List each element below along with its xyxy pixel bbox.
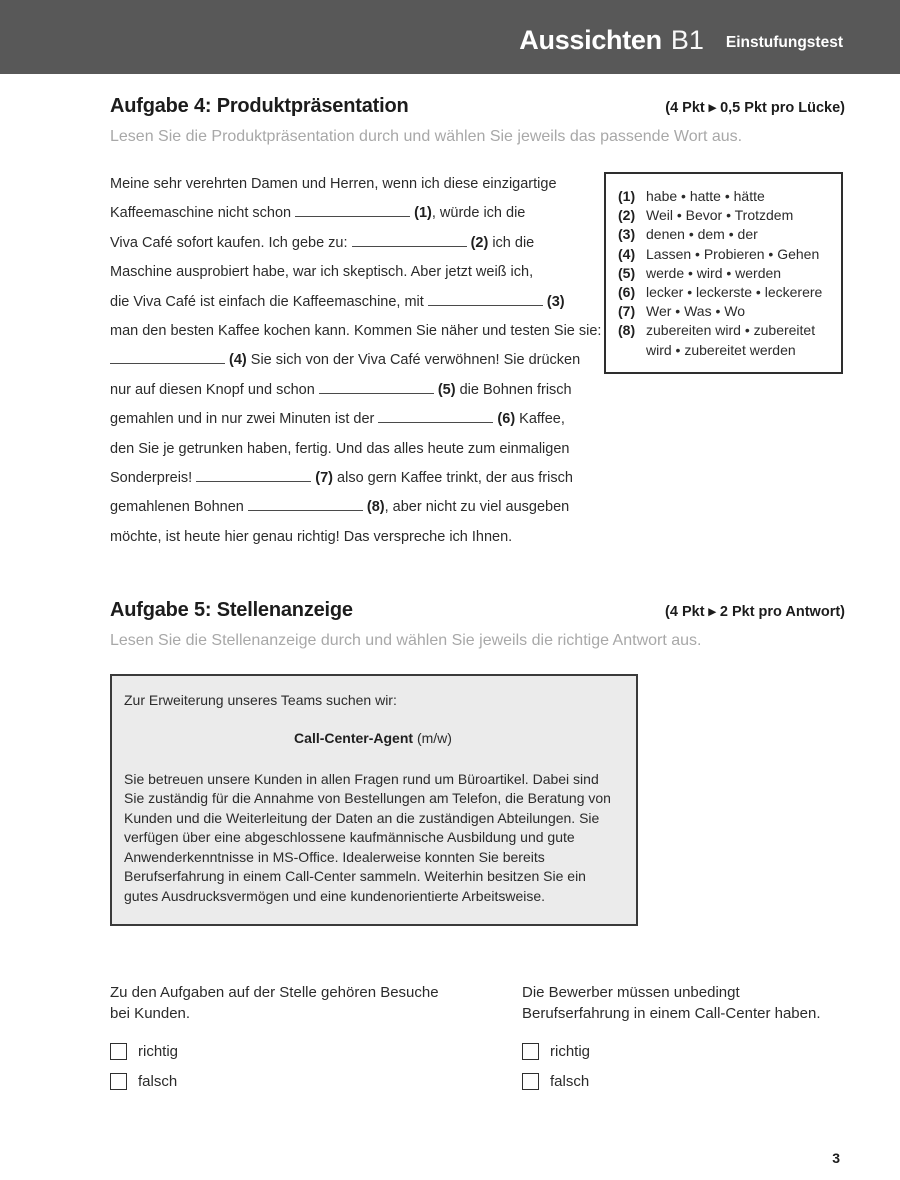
- passage-line: Viva Café sofort kaufen. Ich gebe zu: (2) ich die: [110, 234, 535, 251]
- fill-in-blank[interactable]: [378, 411, 493, 423]
- option-words: Lassen • Probieren • Gehen: [646, 245, 820, 262]
- option-number: (7): [618, 303, 636, 320]
- fill-in-blank[interactable]: [110, 352, 225, 364]
- option-words: lecker • leckerste • leckerere: [646, 284, 823, 301]
- question-statement: Die Bewerber müssen unbedingt Berufserfahrung in einem Call-Center haben.: [522, 983, 821, 1022]
- passage-line: gemahlenen Bohnen (8), aber nicht zu viel ausgeben: [110, 499, 570, 516]
- option-number: (5): [618, 264, 636, 281]
- job-title-suffix: (m/w): [413, 730, 452, 747]
- option-number: (8): [618, 322, 636, 339]
- answer-checkbox[interactable]: [522, 1073, 539, 1090]
- job-ad-title: [124, 730, 622, 746]
- answer-option-row: [522, 1043, 845, 1060]
- gap-number: (4): [225, 352, 247, 369]
- job-ad-body: Sie betreuen unsere Kunden in allen Fragen rund um Büroartikel. Dabei sind Sie zuständig für die Annahme von Bestellungen am Telefon, die Beratung von Kunden und die Weiterleitung der Daten an die zuständigen Abteilungen. Sie verfügen über eine abgeschlossene kaufmännische Ausbildung und gute Anwenderkenntnisse in MS-Office. Idealerweise konnten Sie bereits Berufserfahrung in einem Call-Center sammeln. Weiterhin besitzen Sie ein gutes Ausdrucksvermögen und eine kundenorientierte Arbeitsweise.: [124, 771, 611, 904]
- word-options-box: [604, 172, 843, 374]
- option-words: werde • wird • werden: [646, 264, 782, 281]
- gap-text-passage: [110, 170, 610, 552]
- option-number: (3): [618, 226, 636, 243]
- option-row: [618, 187, 830, 206]
- gap-number: (5): [433, 381, 456, 398]
- passage-line: gemahlen und in nur zwei Minuten ist der (6) Kaffee,: [110, 411, 565, 428]
- page-header: [0, 0, 900, 74]
- option-row: [618, 245, 830, 264]
- passage-line: die Viva Café ist einfach die Kaffeemaschine, mit (3): [110, 293, 565, 310]
- question: [110, 982, 522, 1090]
- gap-number: (7): [311, 469, 333, 486]
- job-ad-box: [110, 674, 638, 926]
- job-title-text: Call-Center-Agent: [294, 730, 414, 747]
- answer-option-row: [110, 1073, 522, 1090]
- passage-line: man den besten Kaffee kochen kann. Kommen Sie näher und testen Sie sie:: [110, 322, 602, 339]
- answer-checkbox[interactable]: [522, 1043, 539, 1060]
- answer-label: richtig: [138, 1042, 179, 1060]
- answer-label: falsch: [550, 1072, 590, 1090]
- option-number: (6): [618, 284, 636, 301]
- option-row: [618, 321, 830, 359]
- gap-number: (3): [542, 293, 565, 310]
- task-5-section: [110, 599, 845, 1090]
- answer-label: falsch: [138, 1072, 178, 1090]
- true-false-questions: [110, 982, 845, 1090]
- job-ad-intro: Zur Erweiterung unseres Teams suchen wir:: [124, 692, 397, 709]
- answer-option-row: [522, 1073, 845, 1090]
- header-subtitle: Einstufungstest: [725, 34, 843, 51]
- option-row: [618, 283, 830, 302]
- passage-line: den Sie je getrunken haben, fertig. Und das alles heute zum einmaligen: [110, 440, 570, 457]
- answer-option-row: [110, 1043, 522, 1060]
- option-words: zubereiten wird • zubereitet wird • zubereitet werden: [646, 322, 816, 358]
- passage-line: Maschine ausprobiert habe, war ich skeptisch. Aber jetzt weiß ich,: [110, 264, 534, 281]
- option-words: Weil • Bevor • Trotzdem: [646, 207, 794, 224]
- fill-in-blank[interactable]: [248, 499, 363, 511]
- task-4-instruction: Lesen Sie die Produktpräsentation durch und wählen Sie jeweils das passende Wort aus.: [110, 128, 743, 145]
- option-number: (1): [618, 188, 636, 204]
- fill-in-blank[interactable]: [319, 382, 434, 394]
- task-4-section: [110, 95, 845, 552]
- option-number: (2): [618, 207, 636, 224]
- passage-line: möchte, ist heute hier genau richtig! Das verspreche ich Ihnen.: [110, 528, 513, 545]
- option-words: habe • hatte • hätte: [646, 188, 765, 204]
- brand-title: Aussichten: [519, 24, 662, 55]
- fill-in-blank[interactable]: [428, 294, 543, 306]
- gap-number: (6): [493, 411, 516, 428]
- passage-line: Sonderpreis! (7) also gern Kaffee trinkt, der aus frisch: [110, 469, 573, 486]
- task-4-points: (4 Pkt ▸ 0,5 Pkt pro Lücke): [665, 100, 845, 116]
- page-number: 3: [832, 1150, 840, 1166]
- answer-checkbox[interactable]: [110, 1043, 127, 1060]
- passage-line: Kaffeemaschine nicht schon (1), würde ich die: [110, 205, 526, 222]
- option-number: (4): [618, 245, 636, 262]
- task-5-instruction: Lesen Sie die Stellenanzeige durch und wählen Sie jeweils die richtige Antwort aus.: [110, 632, 702, 650]
- fill-in-blank[interactable]: [295, 205, 410, 217]
- answer-checkbox[interactable]: [110, 1073, 127, 1090]
- task-4-title: Aufgabe 4: Produktpräsentation: [110, 95, 409, 117]
- option-words: denen • dem • der: [646, 226, 758, 243]
- answer-label: richtig: [550, 1042, 591, 1060]
- question-statement: Zu den Aufgaben auf der Stelle gehören Besuche bei Kunden.: [110, 983, 439, 1022]
- gap-number: (8): [362, 499, 385, 516]
- gap-number: (2): [466, 234, 489, 251]
- page-content: [0, 95, 900, 1090]
- passage-line: Meine sehr verehrten Damen und Herren, wenn ich diese einzigartige: [110, 176, 557, 192]
- task-4-heading-row: [110, 95, 845, 118]
- option-words: Wer • Was • Wo: [646, 303, 745, 320]
- passage-line: nur auf diesen Knopf und schon (5) die Bohnen frisch: [110, 381, 572, 398]
- option-row: [618, 302, 830, 321]
- passage-line: (4) Sie sich von der Viva Café verwöhnen! Sie drücken: [110, 346, 610, 375]
- word-options-list: [618, 187, 830, 360]
- brand-level: B1: [670, 24, 704, 55]
- task-5-heading-row: [110, 599, 845, 622]
- question: [522, 982, 845, 1090]
- option-row: [618, 264, 830, 283]
- option-row: [618, 225, 830, 244]
- task-4-body: [110, 170, 845, 552]
- fill-in-blank[interactable]: [196, 470, 311, 482]
- task-5-title: Aufgabe 5: Stellenanzeige: [110, 599, 353, 622]
- gap-number: (1): [410, 205, 432, 222]
- task-5-points: (4 Pkt ▸ 2 Pkt pro Antwort): [665, 604, 845, 621]
- fill-in-blank[interactable]: [352, 235, 467, 247]
- option-row: [618, 206, 830, 225]
